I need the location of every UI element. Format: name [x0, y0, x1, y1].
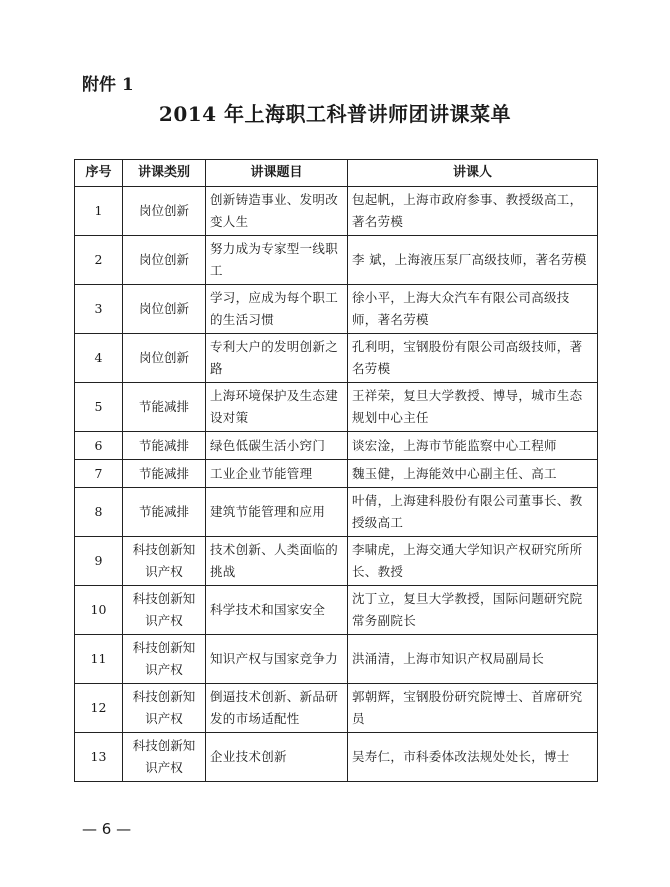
lecturer-cell: 徐小平，上海大众汽车有限公司高级技师，著名劳模 [348, 285, 598, 334]
table-row [75, 334, 598, 383]
category-cell: 岗位创新 [123, 285, 206, 334]
number-cell: 3 [75, 285, 123, 334]
number-cell: 8 [75, 488, 123, 537]
category-cell: 科技创新知识产权 [123, 586, 206, 635]
table-row [75, 586, 598, 635]
lecturer-cell: 吴寿仁，市科委体改法规处处长，博士 [348, 733, 598, 782]
lecturer-cell: 魏玉健，上海能效中心副主任、高工 [348, 460, 598, 488]
number-cell: 10 [75, 586, 123, 635]
topic-cell: 倒逼技术创新、新品研发的市场适配性 [206, 684, 348, 733]
number-cell: 4 [75, 334, 123, 383]
lecturer-cell: 李啸虎，上海交通大学知识产权研究所所长、教授 [348, 537, 598, 586]
table-row [75, 383, 598, 432]
table-row [75, 537, 598, 586]
lecturer-cell: 包起帆，上海市政府参事、教授级高工，著名劳模 [348, 187, 598, 236]
document-title: 2014 年上海职工科普讲师团讲课菜单 [158, 102, 512, 126]
topic-cell: 建筑节能管理和应用 [206, 488, 348, 537]
category-cell: 科技创新知识产权 [123, 635, 206, 684]
lecturer-cell: 沈丁立，复旦大学教授，国际问题研究院常务副院长 [348, 586, 598, 635]
category-cell: 岗位创新 [123, 334, 206, 383]
lecturer-cell: 洪涌清，上海市知识产权局副局长 [348, 635, 598, 684]
number-cell: 2 [75, 236, 123, 285]
topic-cell: 上海环境保护及生态建设对策 [206, 383, 348, 432]
table-row [75, 236, 598, 285]
table-row [75, 684, 598, 733]
table-header-row [75, 160, 598, 187]
category-cell: 科技创新知识产权 [123, 733, 206, 782]
category-cell: 节能减排 [123, 432, 206, 460]
category-cell: 岗位创新 [123, 187, 206, 236]
table-row [75, 187, 598, 236]
category-cell: 科技创新知识产权 [123, 537, 206, 586]
number-cell: 9 [75, 537, 123, 586]
topic-cell: 科学技术和国家安全 [206, 586, 348, 635]
category-cell: 节能减排 [123, 488, 206, 537]
table-row [75, 635, 598, 684]
column-header-topic: 讲课题目 [206, 160, 348, 187]
topic-cell: 专利大户的发明创新之路 [206, 334, 348, 383]
table-row [75, 432, 598, 460]
column-header-category: 讲课类别 [123, 160, 206, 187]
lecturer-cell: 王祥荣，复旦大学教授、博导，城市生态规划中心主任 [348, 383, 598, 432]
column-header-lecturer: 讲课人 [348, 160, 598, 187]
topic-cell: 努力成为专家型一线职工 [206, 236, 348, 285]
table-row [75, 733, 598, 782]
category-cell: 节能减排 [123, 460, 206, 488]
topic-cell: 创新铸造事业、发明改变人生 [206, 187, 348, 236]
category-cell: 科技创新知识产权 [123, 684, 206, 733]
lecture-menu-table [74, 159, 598, 782]
table-row [75, 460, 598, 488]
number-cell: 7 [75, 460, 123, 488]
topic-cell: 绿色低碳生活小窍门 [206, 432, 348, 460]
number-cell: 6 [75, 432, 123, 460]
attachment-label: 附件 1 [82, 75, 134, 95]
number-cell: 11 [75, 635, 123, 684]
table-row [75, 488, 598, 537]
lecturer-cell: 李 斌，上海液压泵厂高级技师，著名劳模 [348, 236, 598, 285]
lecturer-cell: 谈宏淦，上海市节能监察中心工程师 [348, 432, 598, 460]
topic-cell: 技术创新、人类面临的挑战 [206, 537, 348, 586]
page-number: — 6 — [82, 820, 132, 838]
number-cell: 1 [75, 187, 123, 236]
category-cell: 岗位创新 [123, 236, 206, 285]
topic-cell: 知识产权与国家竞争力 [206, 635, 348, 684]
topic-cell: 学习，应成为每个职工的生活习惯 [206, 285, 348, 334]
column-header-number: 序号 [75, 160, 123, 187]
lecturer-cell: 郭朝辉，宝钢股份研究院博士、首席研究员 [348, 684, 598, 733]
topic-cell: 工业企业节能管理 [206, 460, 348, 488]
category-cell: 节能减排 [123, 383, 206, 432]
number-cell: 12 [75, 684, 123, 733]
number-cell: 13 [75, 733, 123, 782]
lecturer-cell: 叶倩，上海建科股份有限公司董事长、教授级高工 [348, 488, 598, 537]
lecturer-cell: 孔利明，宝钢股份有限公司高级技师，著名劳模 [348, 334, 598, 383]
table-row [75, 285, 598, 334]
topic-cell: 企业技术创新 [206, 733, 348, 782]
number-cell: 5 [75, 383, 123, 432]
